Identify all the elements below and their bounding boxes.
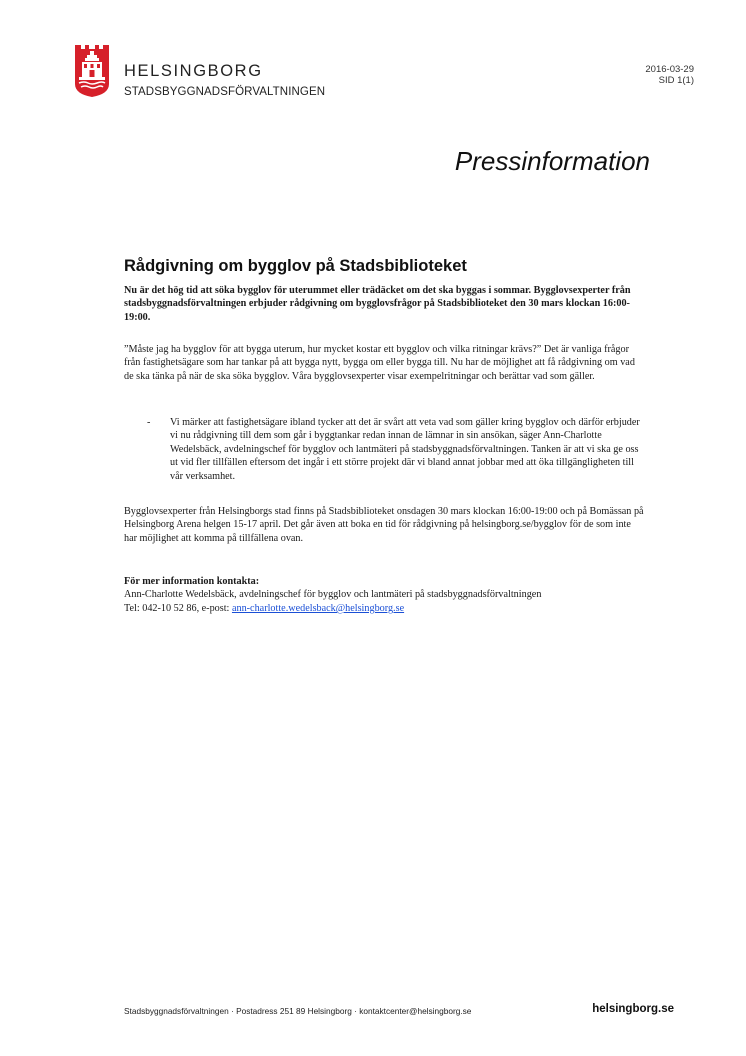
body-paragraph-3: Bygglovsexperter från Helsingborgs stad finns på Stadsbiblioteket onsdagen 30 mars klockan 16:00-19:00 och på Bomässan på Helsingborg Arena helgen 15-17 april. Det går även att boka en tid för rådgivning på helsingborg.se/bygglov för de som inte har möjlighet att komma på tillfällena ovan. xyxy=(124,506,644,544)
contact-email-link[interactable]: ann-charlotte.wedelsback@helsingborg.se xyxy=(231,602,405,614)
quote-text: Vi märker att fastighetsägare ibland tycker att det är svårt att veta vad som gäller kring bygglov och därför erbjuder vi nu rådgivning till dem som går i byggtankar redan innan de lämnar in sin ansökan, säger Ann-Charlotte Wedelsbäck, avdelningschef för bygglov och lantmäteri på stadsbyggnadsförvaltningen. Tanken är att vi ska ge oss ut vid fler tillfällen eftersom det ingår i ett större projekt där vi bland annat jobbar med att öka tillgängligheten till vår verksamhet. xyxy=(170,417,640,482)
lead-paragraph: Nu är det hög tid att söka bygglov för uterummet eller trädäcket om det ska byggas i sommar. Bygglovsexperter från stadsbyggnadsförvaltningen erbjuder rådgivning om bygglovsfrågor på Stadsbiblioteket den 30 mars klockan 16:00-19:00. xyxy=(124,285,631,323)
helsingborg-crest-icon xyxy=(74,44,110,98)
org-name: HELSINGBORG xyxy=(124,62,263,80)
document-date: 2016-03-29 xyxy=(645,64,694,75)
document-meta xyxy=(645,64,694,86)
contact-line xyxy=(124,602,684,615)
headline: Rådgivning om bygglov på Stadsbiblioteket xyxy=(124,257,467,275)
document-type: Pressinformation xyxy=(454,146,650,176)
contact-heading: För mer information kontakta: xyxy=(124,576,260,587)
footer-website: helsingborg.se xyxy=(592,1003,674,1015)
body-paragraph-1: ”Måste jag ha bygglov för att bygga uterum, hur mycket kostar ett bygglov och vilka ritningar krävs?” Det är vanliga frågor från fastighetsägare som har tankar på att bygga nytt, bygga om eller bygga till. Nu har de möjlighet att få rådgivning om vad de ska tänka på när de ska söka bygglov. Våra bygglovsexperter visar exempelritningar och berättar vad som gäller. xyxy=(124,344,635,382)
footer-address: Stadsbyggnadsförvaltningen · Postadress 251 89 Helsingborg · kontaktcenter@helsingborg.se xyxy=(124,1006,472,1016)
contact-phone: Tel: 042-10 52 86, e-post: xyxy=(124,602,232,614)
page-number: SID 1(1) xyxy=(658,75,694,86)
department-name: STADSBYGGNADSFÖRVALTNINGEN xyxy=(124,86,326,98)
quote-dash: - xyxy=(147,417,151,428)
contact-person: Ann-Charlotte Wedelsbäck, avdelningschef för bygglov och lantmäteri på stadsbyggnadsförvaltningen xyxy=(124,589,542,601)
contact-section xyxy=(124,575,684,615)
